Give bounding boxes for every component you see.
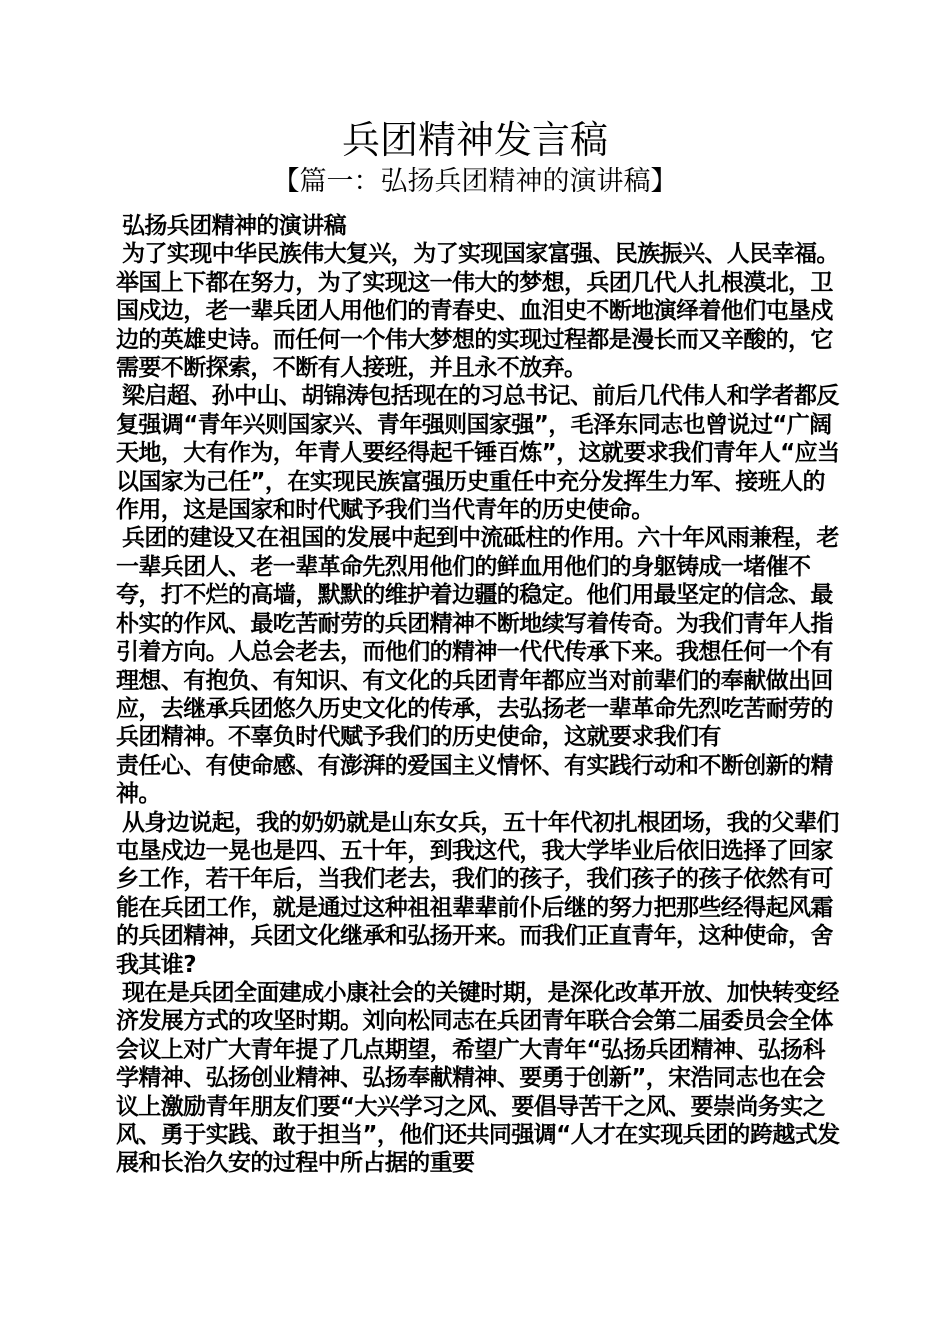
paragraph: 现在是兵团全面建成小康社会的关键时期，是深化改革开放、加快转变经济发展方式的攻坚时期。刘向松同志在兵团青年联合会第二届委员会全体会议上对广大青年提了几点期望，希望广大青年“弘扬兵团精神、弘扬科学精神、弘扬创业精神、弘扬奉献精神、要勇于创新”，宋浩同志也在会议上激励青年朋友们要“大兴学习之风、要倡导苦干之风、要崇尚务实之风、勇于实践、敢于担当”，他们还共同强调“人才在实现兵团的跨越式发展和长治久安的过程中所占据的重要 bbox=[116, 979, 840, 1177]
document-subtitle: 【篇一：弘扬兵团精神的演讲稿】 bbox=[272, 166, 678, 197]
document-body bbox=[116, 212, 844, 1178]
document-title: 兵团精神发言稿 bbox=[341, 118, 608, 162]
paragraph: 为了实现中华民族伟大复兴，为了实现国家富强、民族振兴、人民幸福。举国上下都在努力，为了实现这一伟大的梦想，兵团几代人扎根漠北，卫国戍边，老一辈兵团人用他们的青春史、血泪史不断地演绎着他们屯垦戍边的英雄史诗。而任何一个伟大梦想的实现过程都是漫长而又辛酸的，它需要不断探索，不断有人接班，并且永不放弃。 bbox=[116, 241, 839, 382]
paragraph: 兵团的建设又在祖国的发展中起到中流砥柱的作用。六十年风雨兼程，老一辈兵团人、老一辈革命先烈用他们的鲜血用他们的身躯铸成一堵催不夸，打不烂的高墙，默默的维护着边疆的稳定。他们用最坚定的信念、最朴实的作风、最吃苦耐劳的兵团精神不断地续写着传奇。为我们青年人指引着方向。人总会老去，而他们的精神一代代传承下来。我想任何一个有理想、有抱负、有知识、有文化的兵团青年都应当对前辈们的奉献做出回应，去继承兵团悠久历史文化的传承，去弘扬老一辈革命先烈吃苦耐劳的兵团精神。不辜负时代赋予我们的历史使命，这就要求我们有 bbox=[116, 525, 839, 751]
paragraph: 梁启超、孙中山、胡锦涛包括现在的习总书记、前后几代伟人和学者都反复强调“青年兴则国家兴、青年强则国家强”，毛泽东同志也曾说过“广阔天地，大有作为，年青人要经得起千锤百炼”，这就要求我们青年人“应当以国家为己任”，在实现民族富强历史重任中充分发挥生力军、接班人的作用，这是国家和时代赋予我们当代青年的历史使命。 bbox=[116, 383, 840, 524]
paragraph: 从身边说起，我的奶奶就是山东女兵，五十年代初扎根团场，我的父辈们屯垦戍边一晃也是四、五十年，到我这代，我大学毕业后依旧选择了回家乡工作，若干年后，当我们老去，我们的孩子，我们孩子的孩子依然有可能在兵团工作，就是通过这种祖祖辈辈前仆后继的努力把那些经得起风霜的兵团精神，兵团文化继承和弘扬开来。而我们正直青年，这种使命，舍我其谁? bbox=[116, 809, 839, 978]
section-heading: 弘扬兵团精神的演讲稿 bbox=[122, 213, 347, 239]
paragraph: 责任心、有使命感、有澎湃的爱国主义情怀、有实践行动和不断创新的精神。 bbox=[116, 752, 833, 808]
